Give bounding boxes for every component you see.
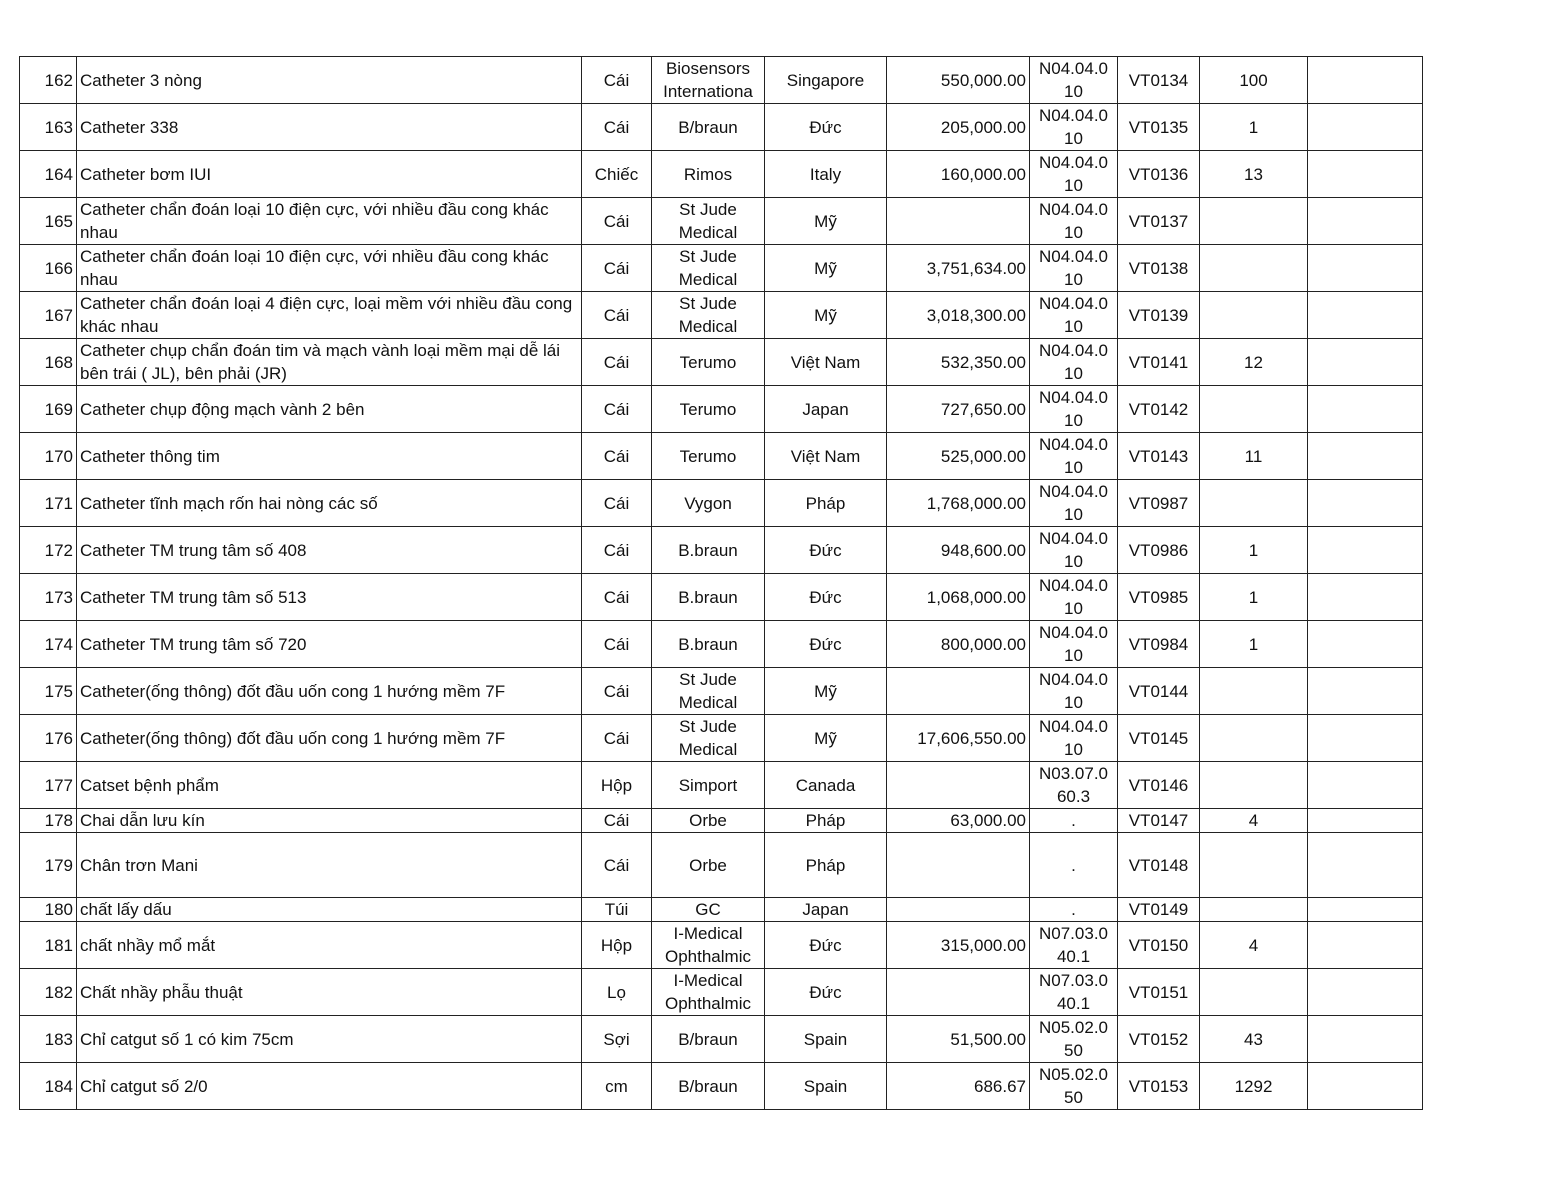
manufacturer-cell: St Jude Medical xyxy=(652,668,765,715)
row-number-cell: 177 xyxy=(20,762,77,809)
table-row xyxy=(20,715,1423,762)
group-code-cell: . xyxy=(1030,833,1118,898)
item-code-cell: VT0985 xyxy=(1118,574,1200,621)
group-code-cell: N04.04.0 10 xyxy=(1030,151,1118,198)
unit-cell: Cái xyxy=(582,339,652,386)
group-code-cell: N07.03.0 40.1 xyxy=(1030,969,1118,1016)
table-row xyxy=(20,104,1423,151)
unit-cell: Cái xyxy=(582,480,652,527)
note-cell xyxy=(1308,762,1423,809)
row-number-cell: 180 xyxy=(20,898,77,922)
group-code-cell: N04.04.0 10 xyxy=(1030,198,1118,245)
item-code-cell: VT0144 xyxy=(1118,668,1200,715)
table-row xyxy=(20,198,1423,245)
row-number-cell: 167 xyxy=(20,292,77,339)
unit-cell: Cái xyxy=(582,574,652,621)
country-cell: Pháp xyxy=(765,480,887,527)
row-number-cell: 183 xyxy=(20,1016,77,1063)
unit-price-cell xyxy=(887,969,1030,1016)
item-name-cell: Catheter 338 xyxy=(77,104,582,151)
quantity-cell: 4 xyxy=(1200,809,1308,833)
unit-cell: Cái xyxy=(582,621,652,668)
row-number-cell: 168 xyxy=(20,339,77,386)
unit-cell: Hộp xyxy=(582,762,652,809)
unit-price-cell: 948,600.00 xyxy=(887,527,1030,574)
item-name-cell: Catheter bơm IUI xyxy=(77,151,582,198)
item-name-cell: Catheter TM trung tâm số 513 xyxy=(77,574,582,621)
row-number-cell: 175 xyxy=(20,668,77,715)
table-row xyxy=(20,621,1423,668)
note-cell xyxy=(1308,668,1423,715)
row-number-cell: 164 xyxy=(20,151,77,198)
manufacturer-cell: Terumo xyxy=(652,386,765,433)
item-name-cell: Catheter chẩn đoán loại 10 điện cực, với nhiều đầu cong khác nhau xyxy=(77,245,582,292)
group-code-cell: N07.03.0 40.1 xyxy=(1030,922,1118,969)
row-number-cell: 174 xyxy=(20,621,77,668)
item-code-cell: VT0143 xyxy=(1118,433,1200,480)
manufacturer-cell: GC xyxy=(652,898,765,922)
item-code-cell: VT0141 xyxy=(1118,339,1200,386)
item-code-cell: VT0151 xyxy=(1118,969,1200,1016)
row-number-cell: 173 xyxy=(20,574,77,621)
manufacturer-cell: St Jude Medical xyxy=(652,245,765,292)
country-cell: Mỹ xyxy=(765,715,887,762)
supplies-table xyxy=(19,56,1423,1110)
quantity-cell xyxy=(1200,715,1308,762)
unit-cell: Cái xyxy=(582,245,652,292)
group-code-cell: N04.04.0 10 xyxy=(1030,480,1118,527)
country-cell: Mỹ xyxy=(765,198,887,245)
item-name-cell: Catheter(ống thông) đốt đầu uốn cong 1 hướng mềm 7F xyxy=(77,668,582,715)
quantity-cell xyxy=(1200,898,1308,922)
note-cell xyxy=(1308,715,1423,762)
unit-cell: Cái xyxy=(582,668,652,715)
group-code-cell: N04.04.0 10 xyxy=(1030,245,1118,292)
table-row xyxy=(20,1063,1423,1110)
row-number-cell: 166 xyxy=(20,245,77,292)
manufacturer-cell: Rimos xyxy=(652,151,765,198)
row-number-cell: 170 xyxy=(20,433,77,480)
unit-price-cell: 17,606,550.00 xyxy=(887,715,1030,762)
table-row xyxy=(20,527,1423,574)
unit-price-cell: 205,000.00 xyxy=(887,104,1030,151)
table-row xyxy=(20,898,1423,922)
country-cell: Italy xyxy=(765,151,887,198)
quantity-cell: 1292 xyxy=(1200,1063,1308,1110)
manufacturer-cell: Simport xyxy=(652,762,765,809)
item-name-cell: Chất nhầy phẫu thuật xyxy=(77,969,582,1016)
group-code-cell: N04.04.0 10 xyxy=(1030,715,1118,762)
unit-cell: Cái xyxy=(582,715,652,762)
table-row xyxy=(20,480,1423,527)
manufacturer-cell: B/braun xyxy=(652,104,765,151)
note-cell xyxy=(1308,339,1423,386)
country-cell: Singapore xyxy=(765,57,887,104)
note-cell xyxy=(1308,1063,1423,1110)
manufacturer-cell: B.braun xyxy=(652,574,765,621)
group-code-cell: . xyxy=(1030,809,1118,833)
quantity-cell: 1 xyxy=(1200,621,1308,668)
item-code-cell: VT0987 xyxy=(1118,480,1200,527)
country-cell: Pháp xyxy=(765,809,887,833)
item-name-cell: Catheter 3 nòng xyxy=(77,57,582,104)
group-code-cell: N03.07.0 60.3 xyxy=(1030,762,1118,809)
country-cell: Japan xyxy=(765,386,887,433)
unit-price-cell xyxy=(887,198,1030,245)
note-cell xyxy=(1308,621,1423,668)
item-name-cell: Catheter chẩn đoán loại 4 điện cực, loại mềm với nhiều đầu cong khác nhau xyxy=(77,292,582,339)
group-code-cell: N04.04.0 10 xyxy=(1030,621,1118,668)
unit-cell: Sợi xyxy=(582,1016,652,1063)
country-cell: Đức xyxy=(765,922,887,969)
group-code-cell: N04.04.0 10 xyxy=(1030,574,1118,621)
unit-cell: Cái xyxy=(582,292,652,339)
unit-price-cell: 51,500.00 xyxy=(887,1016,1030,1063)
group-code-cell: N04.04.0 10 xyxy=(1030,527,1118,574)
item-name-cell: Catheter TM trung tâm số 408 xyxy=(77,527,582,574)
item-name-cell: Catheter tĩnh mạch rốn hai nòng các số xyxy=(77,480,582,527)
quantity-cell xyxy=(1200,762,1308,809)
table-row xyxy=(20,668,1423,715)
row-number-cell: 162 xyxy=(20,57,77,104)
unit-cell: Cái xyxy=(582,386,652,433)
quantity-cell: 11 xyxy=(1200,433,1308,480)
row-number-cell: 163 xyxy=(20,104,77,151)
country-cell: Mỹ xyxy=(765,245,887,292)
note-cell xyxy=(1308,527,1423,574)
manufacturer-cell: Orbe xyxy=(652,809,765,833)
country-cell: Việt Nam xyxy=(765,433,887,480)
unit-cell: Hộp xyxy=(582,922,652,969)
item-code-cell: VT0138 xyxy=(1118,245,1200,292)
group-code-cell: N04.04.0 10 xyxy=(1030,104,1118,151)
group-code-cell: N05.02.0 50 xyxy=(1030,1063,1118,1110)
country-cell: Canada xyxy=(765,762,887,809)
note-cell xyxy=(1308,433,1423,480)
table-row xyxy=(20,292,1423,339)
item-code-cell: VT0136 xyxy=(1118,151,1200,198)
manufacturer-cell: B/braun xyxy=(652,1016,765,1063)
quantity-cell xyxy=(1200,386,1308,433)
note-cell xyxy=(1308,1016,1423,1063)
country-cell: Đức xyxy=(765,527,887,574)
quantity-cell: 12 xyxy=(1200,339,1308,386)
unit-price-cell xyxy=(887,762,1030,809)
country-cell: Pháp xyxy=(765,833,887,898)
unit-price-cell: 532,350.00 xyxy=(887,339,1030,386)
country-cell: Japan xyxy=(765,898,887,922)
table-row xyxy=(20,339,1423,386)
table-row xyxy=(20,922,1423,969)
manufacturer-cell: St Jude Medical xyxy=(652,198,765,245)
row-number-cell: 176 xyxy=(20,715,77,762)
item-code-cell: VT0142 xyxy=(1118,386,1200,433)
note-cell xyxy=(1308,480,1423,527)
note-cell xyxy=(1308,898,1423,922)
item-name-cell: Catheter chụp động mạch vành 2 bên xyxy=(77,386,582,433)
group-code-cell: N04.04.0 10 xyxy=(1030,339,1118,386)
note-cell xyxy=(1308,151,1423,198)
item-code-cell: VT0149 xyxy=(1118,898,1200,922)
note-cell xyxy=(1308,104,1423,151)
item-code-cell: VT0137 xyxy=(1118,198,1200,245)
quantity-cell xyxy=(1200,833,1308,898)
item-name-cell: Chai dẫn lưu kín xyxy=(77,809,582,833)
unit-cell: Cái xyxy=(582,833,652,898)
unit-price-cell: 1,768,000.00 xyxy=(887,480,1030,527)
unit-cell: Cái xyxy=(582,809,652,833)
unit-price-cell: 727,650.00 xyxy=(887,386,1030,433)
table-row xyxy=(20,574,1423,621)
manufacturer-cell: I-Medical Ophthalmic xyxy=(652,969,765,1016)
unit-cell: Cái xyxy=(582,527,652,574)
country-cell: Đức xyxy=(765,104,887,151)
quantity-cell xyxy=(1200,480,1308,527)
country-cell: Spain xyxy=(765,1016,887,1063)
unit-price-cell xyxy=(887,668,1030,715)
item-code-cell: VT0152 xyxy=(1118,1016,1200,1063)
group-code-cell: N05.02.0 50 xyxy=(1030,1016,1118,1063)
country-cell: Đức xyxy=(765,574,887,621)
quantity-cell: 100 xyxy=(1200,57,1308,104)
group-code-cell: N04.04.0 10 xyxy=(1030,668,1118,715)
unit-price-cell xyxy=(887,898,1030,922)
country-cell: Đức xyxy=(765,969,887,1016)
note-cell xyxy=(1308,574,1423,621)
country-cell: Việt Nam xyxy=(765,339,887,386)
group-code-cell: N04.04.0 10 xyxy=(1030,386,1118,433)
quantity-cell: 1 xyxy=(1200,574,1308,621)
item-name-cell: Chỉ catgut số 2/0 xyxy=(77,1063,582,1110)
note-cell xyxy=(1308,833,1423,898)
quantity-cell: 1 xyxy=(1200,527,1308,574)
row-number-cell: 165 xyxy=(20,198,77,245)
item-name-cell: Catheter chẩn đoán loại 10 điện cực, với nhiều đầu cong khác nhau xyxy=(77,198,582,245)
manufacturer-cell: Biosensors Internationa xyxy=(652,57,765,104)
item-name-cell: Chân trơn Mani xyxy=(77,833,582,898)
table-row xyxy=(20,433,1423,480)
note-cell xyxy=(1308,292,1423,339)
group-code-cell: N04.04.0 10 xyxy=(1030,433,1118,480)
unit-price-cell: 63,000.00 xyxy=(887,809,1030,833)
country-cell: Đức xyxy=(765,621,887,668)
quantity-cell xyxy=(1200,668,1308,715)
note-cell xyxy=(1308,922,1423,969)
item-name-cell: Catheter TM trung tâm số 720 xyxy=(77,621,582,668)
unit-price-cell: 315,000.00 xyxy=(887,922,1030,969)
manufacturer-cell: B/braun xyxy=(652,1063,765,1110)
unit-cell: Chiếc xyxy=(582,151,652,198)
note-cell xyxy=(1308,57,1423,104)
manufacturer-cell: St Jude Medical xyxy=(652,292,765,339)
country-cell: Mỹ xyxy=(765,668,887,715)
unit-price-cell: 160,000.00 xyxy=(887,151,1030,198)
unit-price-cell: 686.67 xyxy=(887,1063,1030,1110)
unit-cell: Lọ xyxy=(582,969,652,1016)
unit-cell: Cái xyxy=(582,198,652,245)
unit-price-cell: 525,000.00 xyxy=(887,433,1030,480)
quantity-cell: 1 xyxy=(1200,104,1308,151)
manufacturer-cell: Vygon xyxy=(652,480,765,527)
table-row xyxy=(20,969,1423,1016)
item-name-cell: Catheter thông tim xyxy=(77,433,582,480)
row-number-cell: 169 xyxy=(20,386,77,433)
group-code-cell: N04.04.0 10 xyxy=(1030,57,1118,104)
quantity-cell xyxy=(1200,969,1308,1016)
unit-cell: Cái xyxy=(582,104,652,151)
item-code-cell: VT0984 xyxy=(1118,621,1200,668)
item-code-cell: VT0135 xyxy=(1118,104,1200,151)
quantity-cell xyxy=(1200,292,1308,339)
unit-price-cell: 800,000.00 xyxy=(887,621,1030,668)
unit-price-cell: 3,751,634.00 xyxy=(887,245,1030,292)
table-row xyxy=(20,833,1423,898)
item-code-cell: VT0146 xyxy=(1118,762,1200,809)
manufacturer-cell: Orbe xyxy=(652,833,765,898)
quantity-cell: 4 xyxy=(1200,922,1308,969)
item-code-cell: VT0150 xyxy=(1118,922,1200,969)
row-number-cell: 184 xyxy=(20,1063,77,1110)
note-cell xyxy=(1308,809,1423,833)
table-row xyxy=(20,57,1423,104)
unit-price-cell xyxy=(887,833,1030,898)
manufacturer-cell: I-Medical Ophthalmic xyxy=(652,922,765,969)
item-name-cell: Catheter chụp chẩn đoán tim và mạch vành loại mềm mại dễ lái bên trái ( JL), bên phải (JR) xyxy=(77,339,582,386)
row-number-cell: 171 xyxy=(20,480,77,527)
manufacturer-cell: Terumo xyxy=(652,339,765,386)
quantity-cell: 13 xyxy=(1200,151,1308,198)
item-code-cell: VT0147 xyxy=(1118,809,1200,833)
row-number-cell: 179 xyxy=(20,833,77,898)
item-code-cell: VT0986 xyxy=(1118,527,1200,574)
unit-price-cell: 1,068,000.00 xyxy=(887,574,1030,621)
manufacturer-cell: B.braun xyxy=(652,621,765,668)
row-number-cell: 178 xyxy=(20,809,77,833)
manufacturer-cell: B.braun xyxy=(652,527,765,574)
item-name-cell: Catheter(ống thông) đốt đầu uốn cong 1 hướng mềm 7F xyxy=(77,715,582,762)
note-cell xyxy=(1308,969,1423,1016)
item-name-cell: chất nhầy mổ mắt xyxy=(77,922,582,969)
table-row xyxy=(20,762,1423,809)
note-cell xyxy=(1308,198,1423,245)
item-name-cell: Chỉ catgut số 1 có kim 75cm xyxy=(77,1016,582,1063)
country-cell: Mỹ xyxy=(765,292,887,339)
item-code-cell: VT0153 xyxy=(1118,1063,1200,1110)
table-row xyxy=(20,809,1423,833)
table-row xyxy=(20,1016,1423,1063)
quantity-cell xyxy=(1200,245,1308,292)
unit-price-cell: 550,000.00 xyxy=(887,57,1030,104)
unit-cell: Túi xyxy=(582,898,652,922)
item-code-cell: VT0139 xyxy=(1118,292,1200,339)
quantity-cell xyxy=(1200,198,1308,245)
unit-price-cell: 3,018,300.00 xyxy=(887,292,1030,339)
table-row xyxy=(20,386,1423,433)
note-cell xyxy=(1308,245,1423,292)
group-code-cell: . xyxy=(1030,898,1118,922)
item-code-cell: VT0148 xyxy=(1118,833,1200,898)
table-row xyxy=(20,245,1423,292)
item-name-cell: chất lấy dấu xyxy=(77,898,582,922)
item-code-cell: VT0145 xyxy=(1118,715,1200,762)
country-cell: Spain xyxy=(765,1063,887,1110)
item-name-cell: Catset bệnh phẩm xyxy=(77,762,582,809)
item-code-cell: VT0134 xyxy=(1118,57,1200,104)
unit-cell: cm xyxy=(582,1063,652,1110)
note-cell xyxy=(1308,386,1423,433)
manufacturer-cell: Terumo xyxy=(652,433,765,480)
table-row xyxy=(20,151,1423,198)
unit-cell: Cái xyxy=(582,57,652,104)
unit-cell: Cái xyxy=(582,433,652,480)
row-number-cell: 182 xyxy=(20,969,77,1016)
group-code-cell: N04.04.0 10 xyxy=(1030,292,1118,339)
row-number-cell: 172 xyxy=(20,527,77,574)
quantity-cell: 43 xyxy=(1200,1016,1308,1063)
manufacturer-cell: St Jude Medical xyxy=(652,715,765,762)
row-number-cell: 181 xyxy=(20,922,77,969)
